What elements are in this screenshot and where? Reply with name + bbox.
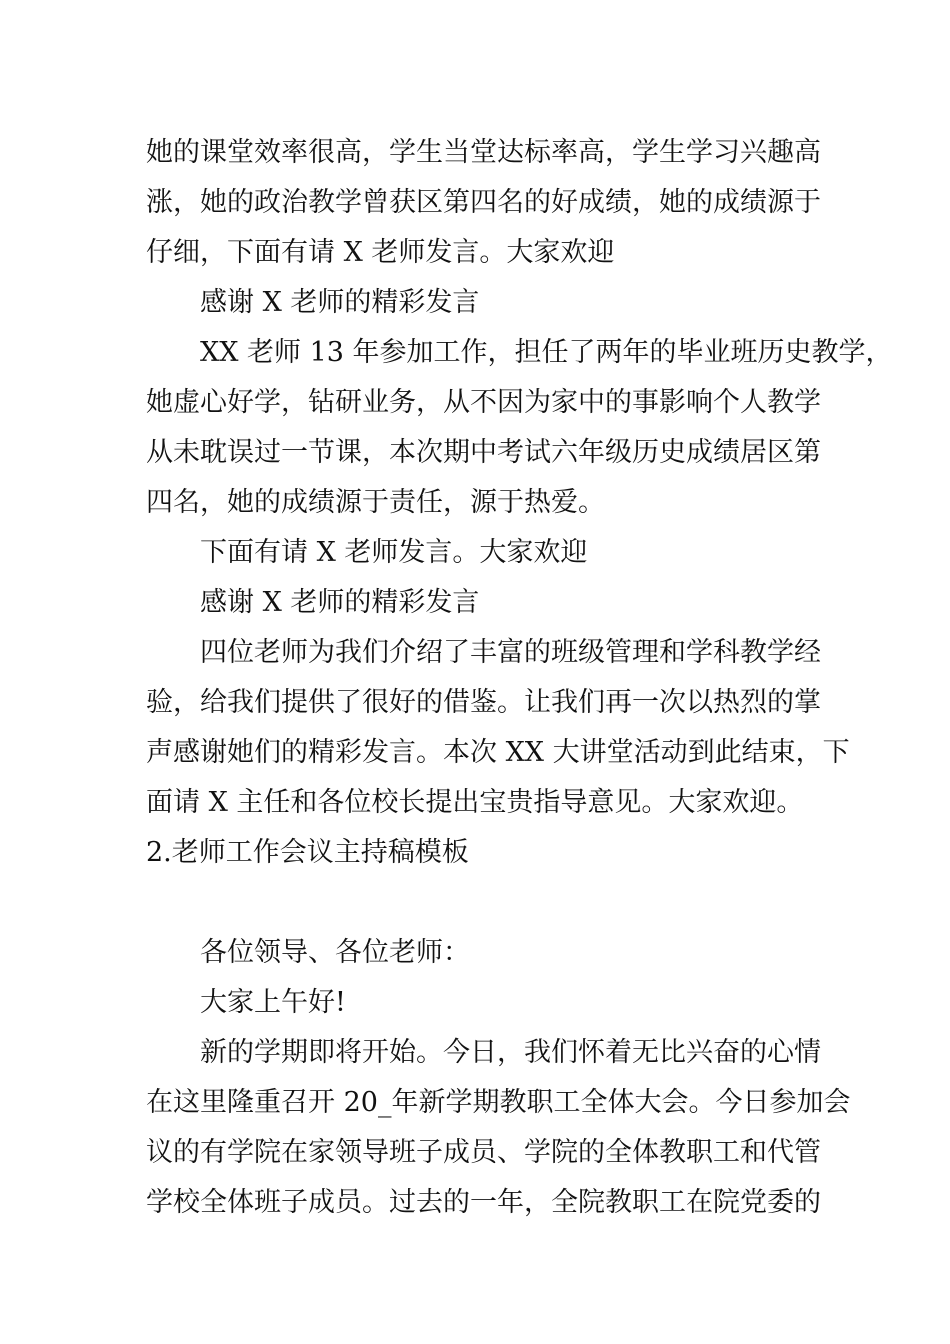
paragraph-line: 感谢 X 老师的精彩发言 (200, 587, 480, 618)
paragraph-line: 面请 X 主任和各位校长提出宝贵指导意见。大家欢迎。 (146, 787, 804, 818)
paragraph-line: 新的学期即将开始。今日，我们怀着无比兴奋的心情 (200, 1037, 821, 1068)
paragraph-line: 各位领导、各位老师： (200, 937, 470, 968)
paragraph-line: XX 老师 13 年参加工作，担任了两年的毕业班历史教学， (200, 337, 893, 368)
paragraph-line: 下面有请 X 老师发言。大家欢迎 (200, 537, 588, 568)
blank-line (146, 878, 810, 928)
paragraph-line: 她虚心好学，钻研业务，从不因为家中的事影响个人教学 (146, 387, 821, 418)
paragraph-line: 仔细，下面有请 X 老师发言。大家欢迎 (146, 237, 615, 268)
paragraph-line: 感谢 X 老师的精彩发言 (200, 287, 480, 318)
paragraph-line: 大家上午好! (200, 987, 346, 1018)
paragraph-line: 涨，她的政治教学曾获区第四名的好成绩，她的成绩源于 (146, 187, 821, 218)
document-body (146, 128, 893, 1228)
paragraph-line: 四名，她的成绩源于责任，源于热爱。 (146, 487, 605, 518)
paragraph-line: 议的有学院在家领导班子成员、学院的全体教职工和代管 (146, 1137, 821, 1168)
paragraph-line: 她的课堂效率很高，学生当堂达标率高，学生学习兴趣高 (146, 137, 821, 168)
paragraph-line: 学校全体班子成员。过去的一年，全院教职工在院党委的 (146, 1187, 821, 1218)
paragraph-line: 在这里隆重召开 20_年新学期教职工全体大会。今日参加会 (146, 1087, 851, 1118)
paragraph-line: 验，给我们提供了很好的借鉴。让我们再一次以热烈的掌 (146, 687, 821, 718)
paragraph-line: 声感谢她们的精彩发言。本次 XX 大讲堂活动到此结束，下 (146, 737, 850, 768)
section-heading: 2.老师工作会议主持稿模板 (146, 837, 469, 868)
paragraph-line: 从未耽误过一节课，本次期中考试六年级历史成绩居区第 (146, 437, 821, 468)
paragraph-line: 四位老师为我们介绍了丰富的班级管理和学科教学经 (200, 637, 821, 668)
